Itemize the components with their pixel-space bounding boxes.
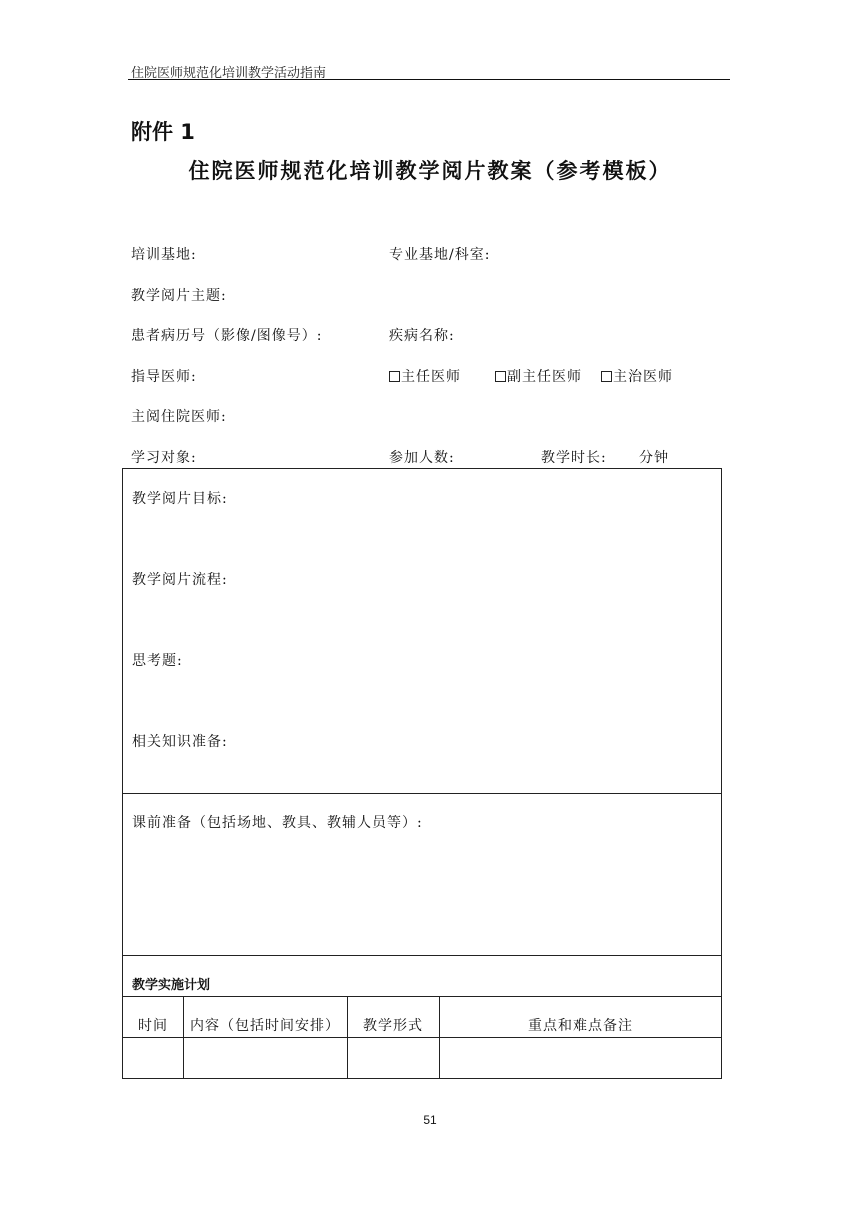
rank-option-attending[interactable] — [601, 366, 673, 386]
audience-label: 学习对象: — [131, 450, 197, 466]
questions-label: 思考题: — [132, 653, 183, 669]
rank-option-label: 主任医师 — [401, 369, 461, 385]
page-number: 51 — [423, 1113, 437, 1127]
training-base-label: 培训基地: — [131, 247, 197, 263]
column-header-content: 内容（包括时间安排） — [190, 1018, 340, 1034]
rank-option-chief[interactable] — [389, 366, 461, 386]
document-title: 住院医师规范化培训教学阅片教案（参考模板） — [188, 158, 672, 183]
checkbox-icon[interactable] — [495, 371, 506, 382]
duration-unit: 分钟 — [639, 450, 669, 466]
lesson-plan-form — [122, 468, 722, 1079]
running-header: 住院医师规范化培训教学活动指南 — [131, 66, 327, 81]
table-row[interactable] — [123, 1038, 721, 1078]
rank-option-label: 主治医师 — [613, 369, 673, 385]
column-header-format: 教学形式 — [363, 1018, 423, 1034]
table-header-top-rule — [123, 996, 721, 997]
participants-label: 参加人数: — [389, 450, 455, 466]
process-label: 教学阅片流程: — [132, 572, 228, 588]
section-divider — [123, 793, 721, 794]
preparation-label: 课前准备（包括场地、教具、教辅人员等）: — [132, 815, 423, 831]
duration-label: 教学时长: — [541, 450, 607, 466]
rank-option-associate-chief[interactable] — [495, 366, 582, 386]
column-header-time: 时间 — [138, 1018, 168, 1034]
checkbox-icon[interactable] — [389, 371, 400, 382]
reading-topic-label: 教学阅片主题: — [131, 288, 227, 304]
knowledge-label: 相关知识准备: — [132, 734, 228, 750]
section-divider — [123, 955, 721, 956]
header-rule — [128, 79, 730, 80]
objectives-label: 教学阅片目标: — [132, 491, 228, 507]
specialty-base-label: 专业基地/科室: — [389, 247, 491, 263]
plan-title: 教学实施计划 — [132, 978, 211, 993]
lead-resident-label: 主阅住院医师: — [131, 409, 227, 425]
attachment-label: 附件 1 — [131, 120, 195, 144]
checkbox-icon[interactable] — [601, 371, 612, 382]
disease-name-label: 疾病名称: — [389, 328, 455, 344]
patient-record-label: 患者病历号（影像/图像号）: — [131, 328, 323, 344]
column-header-notes: 重点和难点备注 — [528, 1018, 633, 1034]
rank-option-label: 副主任医师 — [507, 369, 582, 385]
instructor-label: 指导医师: — [131, 369, 197, 385]
